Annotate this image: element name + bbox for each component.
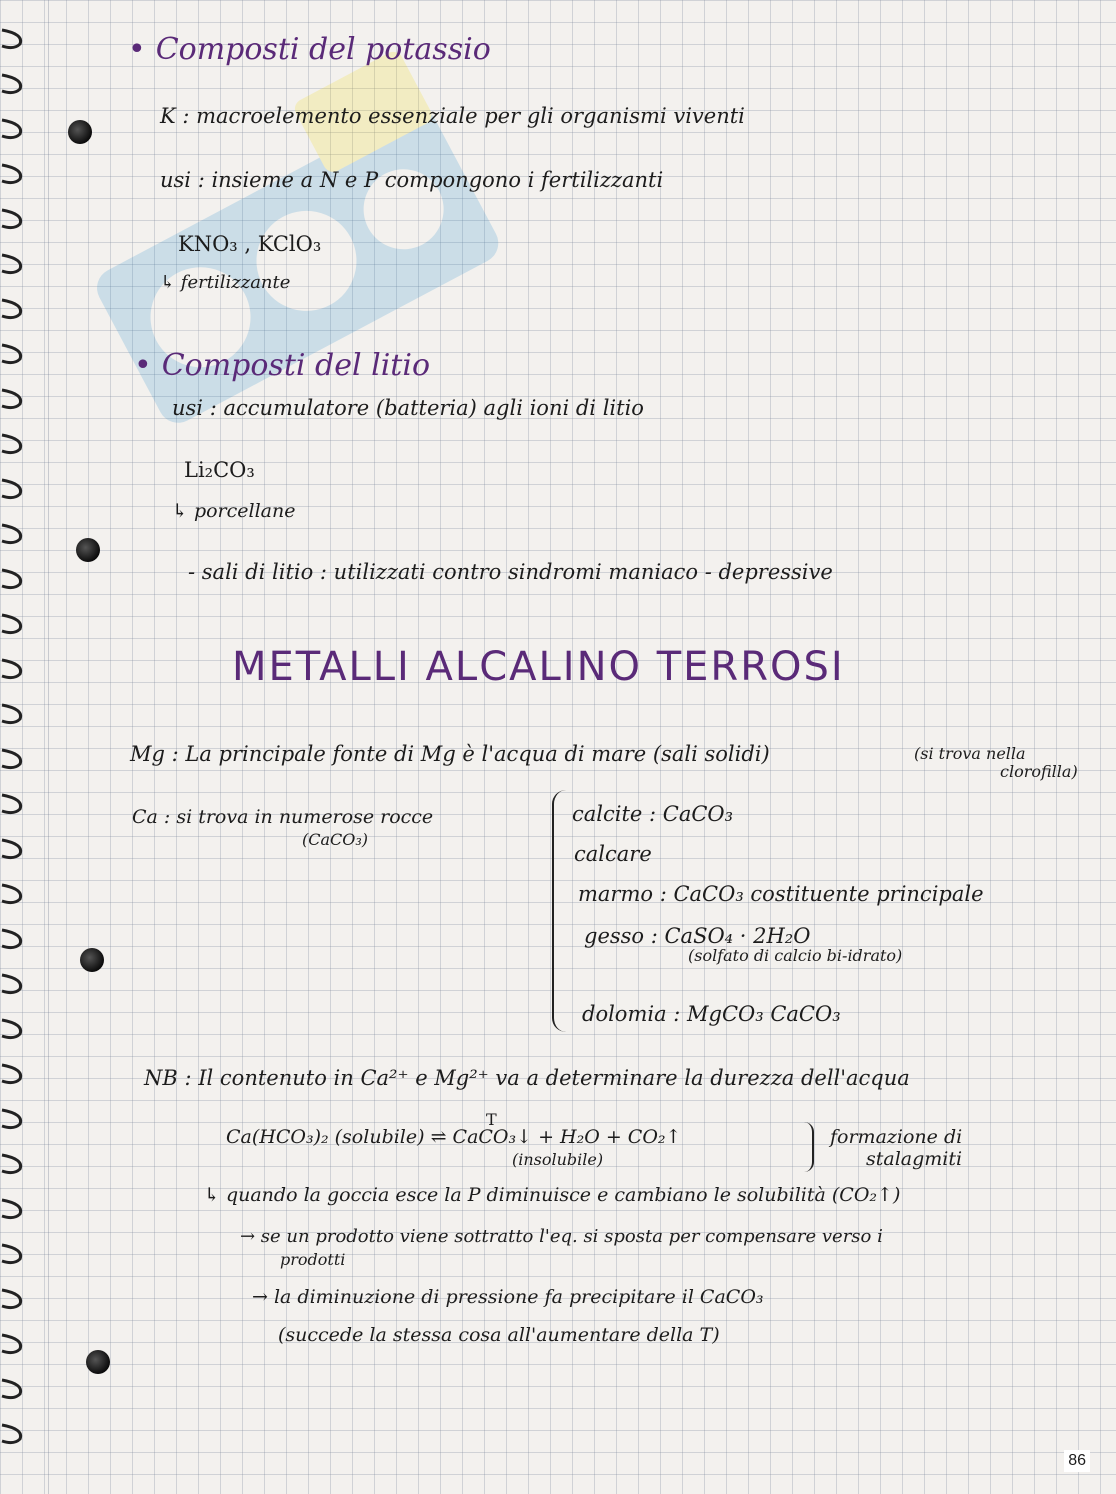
lithium-note: ↳ porcellane [172,500,296,522]
point1b: prodotti [280,1250,346,1269]
watermark-logo [0,0,602,563]
mg-line: Mg : La principale fonte di Mg è l'acqua di mare (sali solidi) [130,742,770,766]
potassium-line1: K : macroelemento essenziale per gli organismi viventi [160,104,745,128]
punch-hole [80,948,104,972]
rock-gesso-note: (solfato di calcio bi-idrato) [688,946,903,965]
potassium-line2: usi : insieme a N e P compongono i fertilizzanti [160,168,664,192]
punch-hole [68,120,92,144]
ca-line: Ca : si trova in numerose rocce [132,806,434,828]
point1: → se un prodotto viene sottratto l'eq. si sposta per compensare verso i [240,1226,883,1247]
alkaline-earth-title: METALLI ALCALINO TERROSI [232,644,845,690]
equation-temperature: T [486,1110,497,1129]
nb-line: NB : Il contenuto in Ca²⁺ e Mg²⁺ va a determinare la durezza dell'acqua [144,1066,910,1090]
equation-brace [802,1122,814,1172]
lithium-heading: • Composti del litio [134,348,431,383]
mg-note-2: clorofilla) [1000,762,1078,781]
potassium-heading: • Composti del potassio [128,32,491,67]
stalagmite-2: stalagmiti [866,1148,963,1170]
rocks-brace [552,790,572,1032]
rock-calcare: calcare [574,842,652,866]
point2b: (succede la stessa cosa all'aumentare della T) [278,1324,720,1346]
rock-calcite: calcite : CaCO₃ [572,802,734,826]
stalagmite-1: formazione di [830,1126,963,1148]
potassium-note: ↳ fertilizzante [160,272,291,293]
lithium-salts: - sali di litio : utilizzati contro sindromi maniaco - depressive [188,560,833,584]
mg-note-1: (si trova nella [914,744,1026,763]
ca-sub: (CaCO₃) [302,830,369,849]
explain-line: ↳ quando la goccia esce la P diminuisce e cambiano le solubilità (CO₂↑) [204,1184,901,1206]
point2: → la diminuzione di pressione fa precipitare il CaCO₃ [252,1286,764,1308]
rock-gesso: gesso : CaSO₄ · 2H₂O [584,924,811,948]
rock-dolomia: dolomia : MgCO₃ CaCO₃ [582,1002,841,1026]
potassium-formulas: KNO₃ , KClO₃ [178,232,322,256]
rock-marmo: marmo : CaCO₃ costituente principale [578,882,984,906]
punch-hole [76,538,100,562]
page-number: 86 [1064,1450,1090,1472]
equation-insoluble: (insolubile) [512,1150,604,1169]
lithium-line1: usi : accumulatore (batteria) agli ioni di litio [172,396,644,420]
lithium-formula: Li₂CO₃ [184,458,255,482]
equation: Ca(HCO₃)₂ (solubile) ⇌ CaCO₃↓ + H₂O + CO₂↑ [226,1126,682,1148]
punch-hole [86,1350,110,1374]
